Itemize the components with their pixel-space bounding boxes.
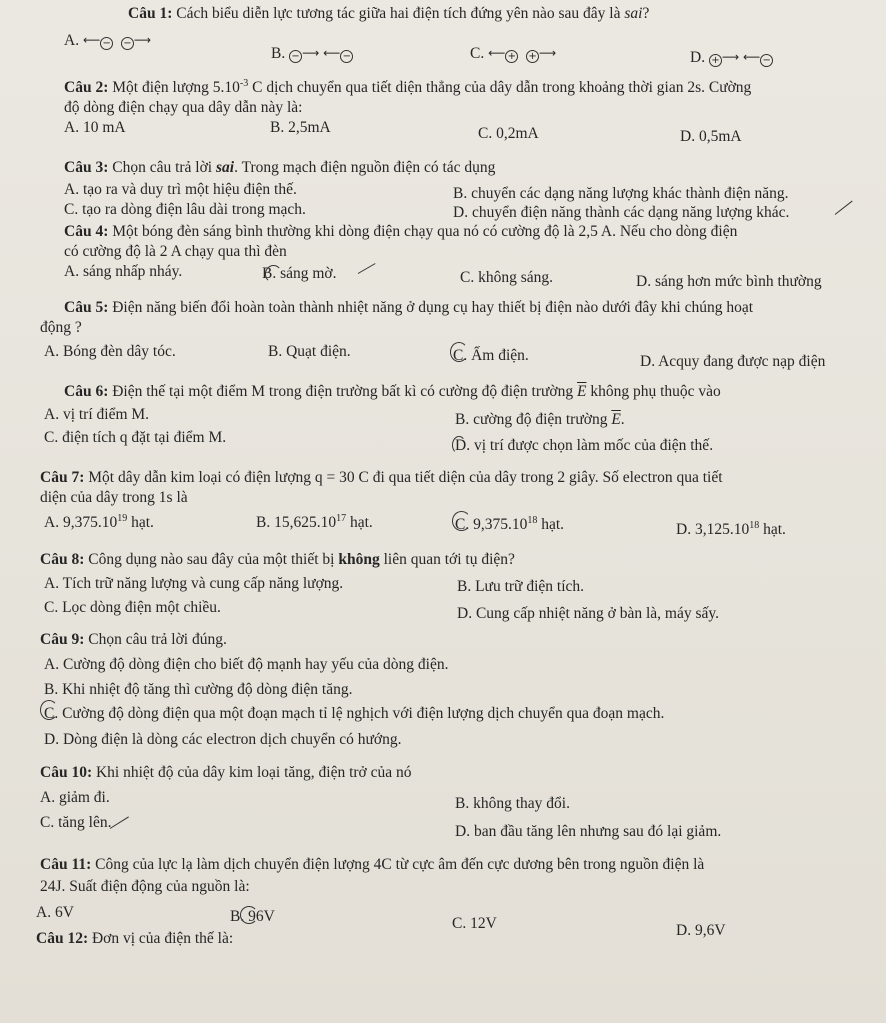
q6-stem: Câu 6: Điện thế tại một điểm M trong điện trường bất kì có cường độ điện trường $\overline{E}$ không phụ thuộc vào bbox=[64, 383, 721, 400]
q1-option-a[interactable]: A. ⟵ − − ⟶ bbox=[64, 32, 152, 49]
arrow-left-icon: ⟵ bbox=[488, 46, 506, 60]
q2-stem: Câu 2: Một điện lượng $5.10^{-3}$ C dịch chuyển qua tiết diện thẳng của dây dẫn trong khoảng thời gian 2s. Cường bbox=[64, 78, 752, 96]
q5-option-b[interactable]: B. Quạt điện. bbox=[268, 343, 351, 360]
q10-option-a[interactable]: A. giảm đi. bbox=[40, 789, 110, 806]
q1-label: Câu 1: bbox=[128, 5, 173, 22]
arrow-left-icon: ⟵ bbox=[323, 46, 341, 60]
q9-option-c[interactable]: C. Cường độ dòng điện qua một đoạn mạch tỉ lệ nghịch với điện lượng dịch chuyển qua đoạn mạch. bbox=[44, 705, 665, 722]
q2-option-a[interactable]: A. 10 mA bbox=[64, 119, 126, 136]
q2-option-d[interactable]: D. 0,5mA bbox=[680, 128, 742, 145]
q9-stem: Câu 9: Chọn câu trả lời đúng. bbox=[40, 631, 227, 648]
q3-option-d[interactable]: D. chuyển điện năng thành các dạng năng lượng khác. bbox=[453, 204, 790, 221]
q4-stem: Câu 4: Một bóng đèn sáng bình thường khi dòng điện chạy qua nó có cường độ là 2,5 A. Nếu cho dòng điện bbox=[64, 223, 738, 240]
q3-label: Câu 3: bbox=[64, 159, 109, 176]
negative-charge-icon: − bbox=[340, 50, 353, 63]
positive-charge-icon: + bbox=[709, 54, 722, 67]
pen-circle-mark bbox=[240, 906, 258, 924]
q5-option-c[interactable]: C. Ấm điện. bbox=[453, 347, 529, 364]
positive-charge-icon: + bbox=[526, 50, 539, 63]
q1-option-c[interactable]: C. ⟵ + + ⟶ bbox=[470, 45, 557, 62]
q11-option-a[interactable]: A. 6V bbox=[36, 904, 74, 921]
q5-option-d[interactable]: D. Acquy đang được nạp điện bbox=[640, 353, 826, 370]
pen-circle-mark bbox=[450, 342, 468, 362]
q6-option-a[interactable]: A. vị trí điểm M. bbox=[44, 406, 150, 423]
q8-option-b[interactable]: B. Lưu trữ điện tích. bbox=[457, 578, 585, 595]
q11-option-c[interactable]: C. 12V bbox=[452, 915, 497, 932]
q10-option-b[interactable]: B. không thay đổi. bbox=[455, 795, 570, 812]
arrow-left-icon: ⟵ bbox=[82, 33, 101, 47]
q9-option-a[interactable]: A. Cường độ dòng điện cho biết độ mạnh hay yếu của dòng điện. bbox=[44, 656, 449, 673]
pen-circle-mark bbox=[265, 265, 282, 283]
q8-stem: Câu 8: Công dụng nào sau đây của một thiết bị không liên quan tới tụ điện? bbox=[40, 551, 515, 568]
q3-stem: Câu 3: Chọn câu trả lời sai. Trong mạch điện nguồn điện có tác dụng bbox=[64, 159, 496, 176]
q11-stem: Câu 11: Công của lực lạ làm dịch chuyển điện lượng 4C từ cực âm đến cực dương bên trong nguồn điện là bbox=[40, 856, 705, 873]
q7-option-b[interactable]: B. 15,625.10$^{17}$ hạt. bbox=[256, 513, 373, 531]
arrow-right-icon: ⟶ bbox=[133, 33, 152, 47]
negative-charge-icon: − bbox=[100, 37, 113, 50]
q3-option-b[interactable]: B. chuyển các dạng năng lượng khác thành điện năng. bbox=[453, 185, 789, 202]
q11-option-b[interactable]: B. 96V bbox=[230, 908, 275, 925]
vector-e: $\overline{E}$ bbox=[577, 383, 587, 400]
q9-option-b[interactable]: B. Khi nhiệt độ tăng thì cường độ dòng điện tăng. bbox=[44, 681, 353, 698]
q11-stem-line2: 24J. Suất điện động của nguồn là: bbox=[40, 878, 250, 895]
q3-option-a[interactable]: A. tạo ra và duy trì một hiệu điện thế. bbox=[64, 181, 297, 198]
q8-option-c[interactable]: C. Lọc dòng điện một chiều. bbox=[44, 599, 221, 616]
q4-stem-line2: có cường độ là 2 A chạy qua thì đèn bbox=[64, 243, 287, 260]
negative-charge-icon: − bbox=[121, 37, 134, 50]
q8-label: Câu 8: bbox=[40, 551, 85, 568]
q4-option-d[interactable]: D. sáng hơn mức bình thường bbox=[636, 273, 822, 290]
arrow-right-icon: ⟶ bbox=[302, 46, 320, 60]
q4-option-c[interactable]: C. không sáng. bbox=[460, 269, 553, 286]
q7-option-d[interactable]: D. 3,125.10$^{18}$ hạt. bbox=[676, 520, 786, 538]
q7-stem-line2: diện của dây trong 1s là bbox=[40, 489, 188, 506]
q4-option-a[interactable]: A. sáng nhấp nháy. bbox=[64, 263, 183, 280]
q10-option-c[interactable]: C. tăng lên. bbox=[40, 814, 112, 831]
q6-option-b[interactable]: B. cường độ điện trường $\overline{E}$. bbox=[455, 411, 625, 428]
q9-label: Câu 9: bbox=[40, 631, 85, 648]
q8-option-d[interactable]: D. Cung cấp nhiệt năng ở bàn là, máy sấy. bbox=[457, 605, 720, 622]
q2-option-b[interactable]: B. 2,5mA bbox=[270, 119, 331, 136]
q1-option-b[interactable]: B. − ⟶ ⟵ − bbox=[271, 44, 353, 63]
q1-option-d[interactable]: D. + ⟶ ⟵ − bbox=[690, 48, 773, 67]
q7-option-a[interactable]: A. 9,375.10$^{19}$ hạt. bbox=[44, 513, 154, 531]
q9-option-d[interactable]: D. Dòng điện là dòng các electron dịch chuyển có hướng. bbox=[44, 731, 402, 748]
pen-circle-mark bbox=[40, 700, 58, 720]
q2-stem-line2: độ dòng điện chạy qua dây dẫn này là: bbox=[64, 99, 303, 116]
pen-circle-mark bbox=[452, 511, 471, 531]
arrow-right-icon: ⟶ bbox=[721, 50, 740, 64]
q11-label: Câu 11: bbox=[40, 856, 92, 873]
q5-stem: Câu 5: Điện năng biến đổi hoàn toàn thành nhiệt năng ở dụng cụ hay thiết bị điện nào dưới đây khi chúng hoạt bbox=[64, 299, 754, 316]
arrow-left-icon: ⟵ bbox=[743, 50, 761, 64]
q1-stem: Câu 1: Cách biểu diễn lực tương tác giữa hai điện tích đứng yên nào sau đây là sai? bbox=[128, 5, 650, 22]
q7-option-c[interactable]: C. 9,375.10$^{18}$ hạt. bbox=[455, 515, 565, 533]
q6-option-c[interactable]: C. điện tích q đặt tại điểm M. bbox=[44, 429, 227, 446]
q10-label: Câu 10: bbox=[40, 764, 93, 781]
q5-option-a[interactable]: A. Bóng đèn dây tóc. bbox=[44, 343, 176, 360]
q5-label: Câu 5: bbox=[64, 299, 109, 316]
q2-label: Câu 2: bbox=[64, 79, 109, 96]
q4-label: Câu 4: bbox=[64, 223, 109, 240]
q12-label: Câu 12: bbox=[36, 930, 89, 947]
pen-circle-mark bbox=[452, 436, 466, 454]
q6-option-d[interactable]: D. vị trí được chọn làm mốc của điện thế. bbox=[455, 437, 714, 454]
q3-option-c[interactable]: C. tạo ra dòng điện lâu dài trong mạch. bbox=[64, 201, 306, 218]
q6-label: Câu 6: bbox=[64, 383, 109, 400]
q10-option-d[interactable]: D. ban đầu tăng lên nhưng sau đó lại giảm. bbox=[455, 823, 722, 840]
q5-stem-line2: động ? bbox=[40, 319, 82, 336]
q4-option-b[interactable]: B. sáng mờ. bbox=[262, 265, 337, 282]
negative-charge-icon: − bbox=[289, 50, 302, 63]
q11-option-d[interactable]: D. 9,6V bbox=[676, 922, 726, 939]
q7-label: Câu 7: bbox=[40, 469, 85, 486]
positive-charge-icon: + bbox=[505, 50, 518, 63]
q7-stem: Câu 7: Một dây dẫn kim loại có điện lượng q = 30 C đi qua tiết diện của dây trong 2 giây. Số electron qua tiết bbox=[40, 469, 723, 486]
q12-stem: Câu 12: Đơn vị của điện thế là: bbox=[36, 930, 234, 947]
arrow-right-icon: ⟶ bbox=[539, 46, 557, 60]
q10-stem: Câu 10: Khi nhiệt độ của dây kim loại tăng, điện trở của nó bbox=[40, 764, 412, 781]
q8-option-a[interactable]: A. Tích trữ năng lượng và cung cấp năng lượng. bbox=[44, 575, 344, 592]
negative-charge-icon: − bbox=[760, 54, 773, 67]
q2-option-c[interactable]: C. 0,2mA bbox=[478, 125, 539, 142]
